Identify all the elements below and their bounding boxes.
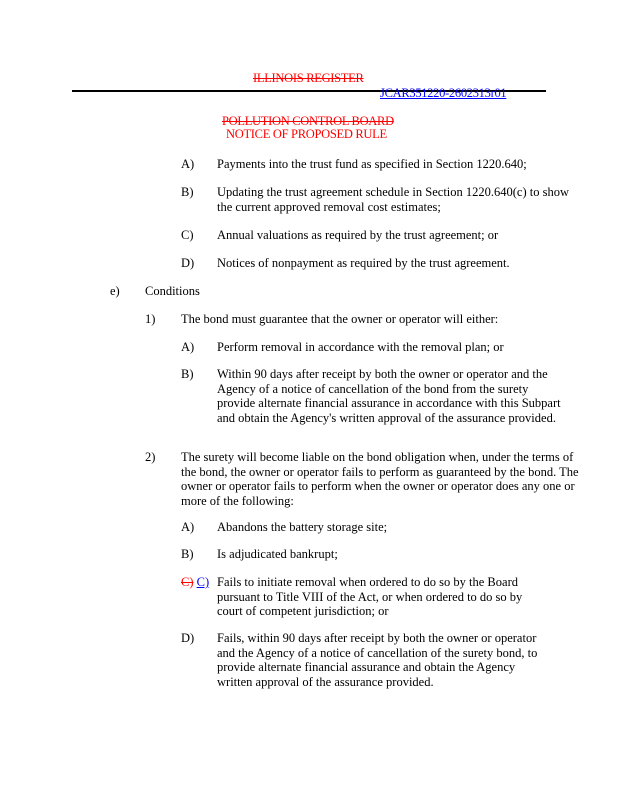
list1-text-b: Updating the trust agreement schedule in Section 1220.640(c) to show the current approved removal cost estimates; [217,185,570,214]
item1-text: The bond must guarantee that the owner or operator will either: [181,312,499,326]
item2-sub-text-b: Is adjudicated bankrupt; [217,547,338,561]
item2-sub-text-a: Abandons the battery storage site; [217,520,388,534]
item1-sub-label-b: B) [181,367,194,381]
list1-label-d: D) [181,256,195,270]
item2-sub-text-d: Fails, within 90 days after receipt by both the owner or operator and the Agency of a notice of cancellation of the surety bond, to provide alternate financial assurance and obtain the Agency written approval of the assurance provided. [217,631,538,689]
list1-text-d: Notices of nonpayment as required by the trust agreement. [217,256,510,270]
section-e-title: Conditions [145,284,200,298]
item2-text: The surety will become liable on the bond obligation when, under the terms of the bond, the owner or operator fails to perform as guaranteed by the bond. The owner or operator fails to perform when the owner or operator does any one or more of the following: [181,450,579,508]
list1-text-c: Annual valuations as required by the trust agreement; or [217,228,499,242]
item2-sub-label-b: B) [181,547,194,561]
item1-label: 1) [145,312,156,326]
item1-sub-text-a: Perform removal in accordance with the removal plan; or [217,340,504,354]
item1-sub-label-a: A) [181,340,195,354]
item1-sub-text-b: Within 90 days after receipt by both the owner or operator and the Agency of a notice of cancellation of the bond from the surety provide alternate financial assurance in accordance with this Subpart and obtain the Agency's written approval of the assurance provided. [217,367,561,425]
item2-sub-label-c [181,575,209,590]
list1-label-b: B) [181,185,194,199]
register-title: ILLINOIS REGISTER [253,71,364,85]
notice-title: NOTICE OF PROPOSED RULE [226,127,387,141]
item2-label: 2) [145,450,156,464]
item2-sub-label-d: D) [181,631,195,645]
list1-label-a: A) [181,157,195,171]
item2-sub-text-c: Fails to initiate removal when ordered to do so by the Board pursuant to Title VIII of the Act, or when ordered to do so by court of competent jurisdiction; or [217,575,523,618]
item2-sub-label-a: A) [181,520,195,534]
inserted-label-c: C) [196,575,210,589]
deleted-label-c: C) [181,575,194,589]
document-code: JCAR351220-2602313r01 [380,86,507,100]
list1-text-a: Payments into the trust fund as specified in Section 1220.640; [217,157,527,171]
section-e-label: e) [110,284,120,298]
board-title: POLLUTION CONTROL BOARD [222,114,394,128]
list1-label-c: C) [181,228,194,242]
